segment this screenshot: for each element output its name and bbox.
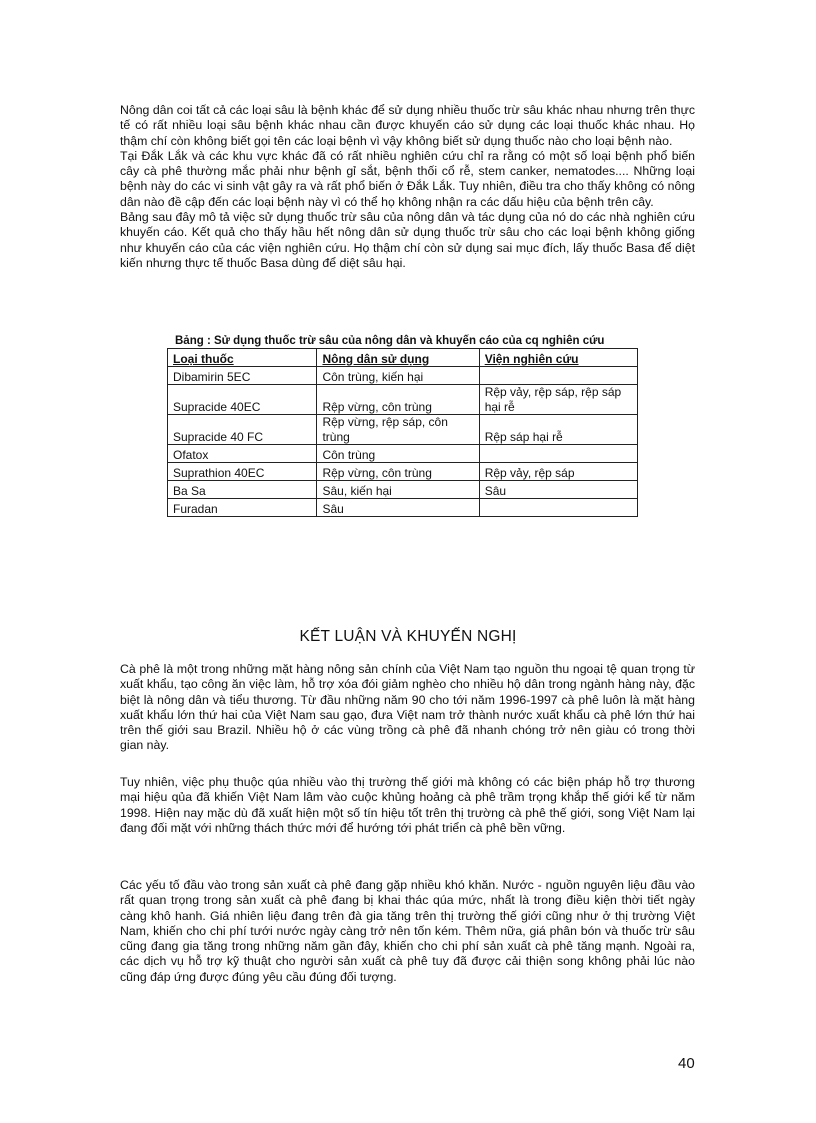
cell-institute [479, 367, 637, 385]
table-header-row [168, 349, 638, 367]
cell-farmer-use: Rệp vừng, rệp sáp, côn trùng [317, 415, 479, 445]
table-row [168, 415, 638, 445]
table-row [168, 367, 638, 385]
cell-pesticide: Ofatox [168, 445, 317, 463]
conclusion-block [120, 878, 695, 985]
cell-institute: Rệp sáp hại rễ [479, 415, 637, 445]
conclusion-paragraph: Các yếu tố đầu vào trong sản xuất cà phê đang gặp nhiều khó khăn. Nước - nguồn nguyên liệu đầu vào rất quan trọng trong sản xuất cà phê đang bị khai thác qúa mức, nhất là trong điều kiện thời tiết ngày càng khô hanh. Giá nhiên liệu đang trên đà gia tăng trên thị trường thế giới cũng như ở thị trường Việt Nam, khiến cho chi phí tưới nước ngày càng trở nên tốn kém. Thêm nữa, giá phân bón và thuốc trừ sâu cũng đang gia tăng trong những năm gần đây, khiến cho chi phí sản xuất cà phê tăng mạnh. Ngoài ra, các dịch vụ hỗ trợ kỹ thuật cho người sản xuất cà phê tuy đã được cải thiện song không phải lúc nào cũng đáp ứng được đúng yêu cầu đúng đối tượng. [120, 878, 695, 984]
table-row [168, 499, 638, 517]
cell-farmer-use: Rệp vừng, côn trùng [317, 463, 479, 481]
cell-institute [479, 445, 637, 463]
cell-institute: Sâu [479, 481, 637, 499]
cell-farmer-use: Côn trùng, kiến hại [317, 367, 479, 385]
cell-pesticide: Supracide 40 FC [168, 415, 317, 445]
conclusion-paragraph: Tuy nhiên, việc phụ thuộc qúa nhiều vào thị trường thế giới mà không có các biện pháp hỗ trợ thương mại hiệu qủa đã khiến Việt Nam lâm vào cuộc khủng hoảng cà phê trầm trọng khắp thế giới kể từ năm 1998. Hiện nay mặc dù đã xuất hiện một số tín hiệu tốt trên thị trường cà phê thế giới, song Việt Nam lại đang đối mặt với những thách thức mới để hướng tới phát triển cà phê bền vững. [120, 775, 695, 835]
cell-farmer-use: Sâu, kiến hại [317, 481, 479, 499]
conclusion-block [120, 775, 695, 836]
intro-text [120, 103, 695, 271]
pesticide-table [167, 348, 638, 517]
cell-institute: Rệp vảy, rệp sáp, rệp sáp hại rễ [479, 385, 637, 415]
page-number: 40 [678, 1055, 695, 1072]
cell-farmer-use: Rệp vừng, côn trùng [317, 385, 479, 415]
intro-paragraph: Bảng sau đây mô tả việc sử dụng thuốc trừ sâu của nông dân và tác dụng của nó do các nhà nghiên cứu khuyến cáo. Kết quả cho thấy hầu hết nông dân sử dụng thuốc trừ sâu cho các loại bệnh không giống như khuyến cáo của các viện nghiên cứu. Họ thậm chí còn sử dụng sai mục đích, lấy thuốc Basa để diệt kiến nhưng thực tế thuốc Basa dùng để diệt sâu hại. [120, 210, 695, 270]
section-heading: KẾT LUẬN VÀ KHUYẾN NGHỊ [299, 628, 517, 645]
table-row [168, 463, 638, 481]
conclusion-block [120, 662, 695, 754]
cell-pesticide: Supracide 40EC [168, 385, 317, 415]
conclusion-paragraph: Cà phê là một trong những mặt hàng nông sản chính của Việt Nam tạo nguồn thu ngoại tệ quan trọng từ xuất khẩu, tạo công ăn việc làm, hỗ trợ xóa đói giảm nghèo cho nhiều hộ dân trong ngành hàng này, đặc biệt là nông dân và tiểu thương. Từ đầu những năm 90 cho tới năm 1996-1997 cà phê luôn là mặt hàng xuất khẩu lớn thứ hai của Việt Nam sau gạo, đưa Việt nam trở thành nước xuất khẩu cà phê lớn thứ hai trên thế giới sau Brazil. Nhiều hộ ở các vùng trồng cà phê đã nhanh chóng trở nên giàu có trong thời gian này. [120, 662, 695, 753]
cell-institute [479, 499, 637, 517]
intro-paragraph: Nông dân coi tất cả các loại sâu là bệnh khác để sử dụng nhiều thuốc trừ sâu khác nhau nhưng trên thực tế có rất nhiều loại sâu bệnh khác nhau cần được khuyến cáo sử dụng các loại thuốc khác nhau. Họ thậm chí còn không biết gọi tên các loại bệnh vì vậy không biết sử dụng thuốc nào cho loại bệnh nào. [120, 103, 695, 148]
header-pesticide: Loại thuốc [168, 349, 317, 367]
cell-farmer-use: Sâu [317, 499, 479, 517]
cell-pesticide: Ba Sa [168, 481, 317, 499]
cell-pesticide: Dibamirin 5EC [168, 367, 317, 385]
cell-pesticide: Furadan [168, 499, 317, 517]
table-row [168, 481, 638, 499]
table-row [168, 445, 638, 463]
table-caption: Bảng : Sử dụng thuốc trừ sâu của nông dân và khuyến cáo của cq nghiên cứu [175, 335, 605, 347]
intro-paragraph: Tại Đắk Lắk và các khu vực khác đã có rất nhiều nghiên cứu chỉ ra rằng có một số loại bệnh phổ biến cây cà phê thường mắc phải như bệnh gỉ sắt, bệnh thối cổ rễ, stem canker, nematodes.... Những loại bệnh này do các vi sinh vật gây ra và rất phổ biến ở Đắk Lắk. Tuy nhiên, điều tra cho thấy không có nông dân nào đề cập đến các loại bệnh này vì có thể họ không nhận ra các dấu hiệu của bệnh trên cây. [120, 148, 695, 209]
header-farmer-use: Nông dân sử dụng [317, 349, 479, 367]
header-institute: Viện nghiên cứu [479, 349, 637, 367]
cell-pesticide: Suprathion 40EC [168, 463, 317, 481]
cell-institute: Rệp vảy, rệp sáp [479, 463, 637, 481]
table-row [168, 385, 638, 415]
cell-farmer-use: Côn trùng [317, 445, 479, 463]
